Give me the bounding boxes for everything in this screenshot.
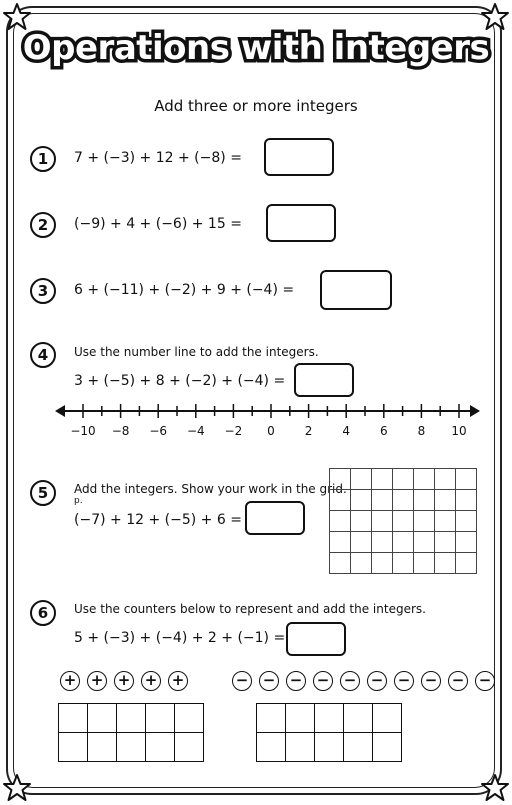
problem-4-instruction: Use the number line to add the integers. bbox=[74, 345, 319, 359]
problem-3-expression: 6 + (−11) + (−2) + 9 + (−4) = bbox=[74, 282, 295, 298]
grid-cell[interactable] bbox=[393, 511, 414, 532]
grid-cell[interactable] bbox=[372, 469, 393, 490]
negative-counter: − bbox=[313, 671, 333, 691]
page-title: Operations with integers bbox=[22, 28, 490, 68]
grid-cell[interactable] bbox=[435, 532, 456, 553]
ten-frame-cell[interactable] bbox=[88, 704, 117, 733]
grid-cell[interactable] bbox=[330, 511, 351, 532]
negative-counter: − bbox=[232, 671, 252, 691]
ten-frame-cell[interactable] bbox=[59, 704, 88, 733]
positive-counter: + bbox=[60, 671, 80, 691]
positive-counter: + bbox=[168, 671, 188, 691]
ten-frame-cell[interactable] bbox=[117, 704, 146, 733]
number-line-label: 2 bbox=[304, 424, 313, 438]
grid-cell[interactable] bbox=[435, 490, 456, 511]
problem-number: 5 bbox=[30, 480, 56, 506]
grid-cell[interactable] bbox=[435, 511, 456, 532]
ten-frame-cell[interactable] bbox=[175, 704, 204, 733]
grid-cell[interactable] bbox=[393, 490, 414, 511]
grid-cell[interactable] bbox=[372, 511, 393, 532]
ten-frame-left[interactable] bbox=[58, 703, 204, 762]
grid-cell[interactable] bbox=[351, 532, 372, 553]
answer-box-6[interactable] bbox=[286, 622, 346, 656]
answer-box-4[interactable] bbox=[294, 363, 354, 397]
grid-cell[interactable] bbox=[414, 490, 435, 511]
grid-cell[interactable] bbox=[351, 469, 372, 490]
number-line-label: 10 bbox=[451, 424, 467, 438]
number-line-label: 4 bbox=[342, 424, 350, 438]
grid-cell[interactable] bbox=[393, 469, 414, 490]
negative-counter: − bbox=[286, 671, 306, 691]
ten-frame-cell[interactable] bbox=[146, 733, 175, 762]
problem-4-expression: 3 + (−5) + 8 + (−2) + (−4) = bbox=[74, 373, 286, 389]
ten-frame-cell[interactable] bbox=[344, 733, 373, 762]
problem-1-expression: 7 + (−3) + 12 + (−8) = bbox=[74, 150, 242, 166]
grid-cell[interactable] bbox=[456, 511, 477, 532]
grid-cell[interactable] bbox=[456, 532, 477, 553]
number-line-label: 6 bbox=[379, 424, 388, 438]
problem-5-instruction: Add the integers. Show your work in the grid. bbox=[74, 482, 347, 496]
negative-counter: − bbox=[475, 671, 495, 691]
grid-cell[interactable] bbox=[414, 469, 435, 490]
grid-cell[interactable] bbox=[351, 490, 372, 511]
grid-cell[interactable] bbox=[372, 490, 393, 511]
problem-5-expression: (−7) + 12 + (−5) + 6 = bbox=[74, 512, 242, 528]
ten-frame-cell[interactable] bbox=[257, 704, 286, 733]
grid-cell[interactable] bbox=[435, 553, 456, 574]
problem-6-instruction: Use the counters below to represent and add the integers. bbox=[74, 602, 426, 616]
positive-counter: + bbox=[114, 671, 134, 691]
positive-counter: + bbox=[141, 671, 161, 691]
answer-box-5[interactable] bbox=[245, 501, 305, 535]
problem-number: 4 bbox=[30, 342, 56, 368]
work-grid[interactable] bbox=[329, 468, 477, 574]
grid-cell[interactable] bbox=[330, 532, 351, 553]
problem-number: 3 bbox=[30, 278, 56, 304]
negative-counter: − bbox=[394, 671, 414, 691]
negative-counter: − bbox=[340, 671, 360, 691]
ten-frame-cell[interactable] bbox=[373, 704, 402, 733]
ten-frame-right[interactable] bbox=[256, 703, 402, 762]
ten-frame-cell[interactable] bbox=[257, 733, 286, 762]
ten-frame-cell[interactable] bbox=[344, 704, 373, 733]
answer-box-3[interactable] bbox=[320, 270, 392, 310]
problem-2-expression: (−9) + 4 + (−6) + 15 = bbox=[74, 216, 242, 232]
ten-frame-cell[interactable] bbox=[286, 704, 315, 733]
number-line-label: 0 bbox=[267, 424, 275, 438]
grid-cell[interactable] bbox=[330, 490, 351, 511]
grid-cell[interactable] bbox=[414, 553, 435, 574]
grid-cell[interactable] bbox=[393, 532, 414, 553]
grid-cell[interactable] bbox=[456, 553, 477, 574]
number-line bbox=[55, 400, 480, 422]
positive-counter: + bbox=[87, 671, 107, 691]
grid-cell[interactable] bbox=[330, 553, 351, 574]
negative-counters bbox=[232, 671, 495, 691]
grid-cell[interactable] bbox=[435, 469, 456, 490]
negative-counter: − bbox=[259, 671, 279, 691]
page-subtitle: Add three or more integers bbox=[154, 97, 358, 115]
problem-6-expression: 5 + (−3) + (−4) + 2 + (−1) = bbox=[74, 630, 286, 646]
ten-frame-cell[interactable] bbox=[286, 733, 315, 762]
grid-cell[interactable] bbox=[414, 511, 435, 532]
positive-counters bbox=[60, 671, 188, 691]
ten-frame-cell[interactable] bbox=[315, 733, 344, 762]
grid-cell[interactable] bbox=[414, 532, 435, 553]
answer-box-2[interactable] bbox=[266, 204, 336, 242]
negative-counter: − bbox=[448, 671, 468, 691]
grid-cell[interactable] bbox=[351, 553, 372, 574]
number-line-label: −6 bbox=[149, 424, 168, 438]
ten-frame-cell[interactable] bbox=[88, 733, 117, 762]
ten-frame-cell[interactable] bbox=[373, 733, 402, 762]
star-icon bbox=[2, 773, 32, 803]
number-line-label: −10 bbox=[70, 424, 96, 438]
grid-cell[interactable] bbox=[351, 511, 372, 532]
negative-counter: − bbox=[421, 671, 441, 691]
number-line-label: −8 bbox=[111, 424, 130, 438]
grid-cell[interactable] bbox=[456, 490, 477, 511]
problem-number: 6 bbox=[30, 600, 56, 626]
ten-frame-cell[interactable] bbox=[146, 704, 175, 733]
ten-frame-cell[interactable] bbox=[315, 704, 344, 733]
grid-cell[interactable] bbox=[393, 553, 414, 574]
problem-number: 2 bbox=[30, 212, 56, 238]
ten-frame-cell[interactable] bbox=[59, 733, 88, 762]
grid-cell[interactable] bbox=[456, 469, 477, 490]
star-icon bbox=[480, 773, 510, 803]
grid-cell[interactable] bbox=[372, 553, 393, 574]
number-line-label: 8 bbox=[417, 424, 426, 438]
grid-cell[interactable] bbox=[330, 469, 351, 490]
number-line-label: −4 bbox=[186, 424, 205, 438]
grid-cell[interactable] bbox=[372, 532, 393, 553]
ten-frame-cell[interactable] bbox=[175, 733, 204, 762]
number-line-label: −2 bbox=[224, 424, 243, 438]
problem-number: 1 bbox=[30, 146, 56, 172]
answer-box-1[interactable] bbox=[264, 138, 334, 176]
ten-frame-cell[interactable] bbox=[117, 733, 146, 762]
problem-5-mark: p. bbox=[74, 496, 83, 506]
negative-counter: − bbox=[367, 671, 387, 691]
